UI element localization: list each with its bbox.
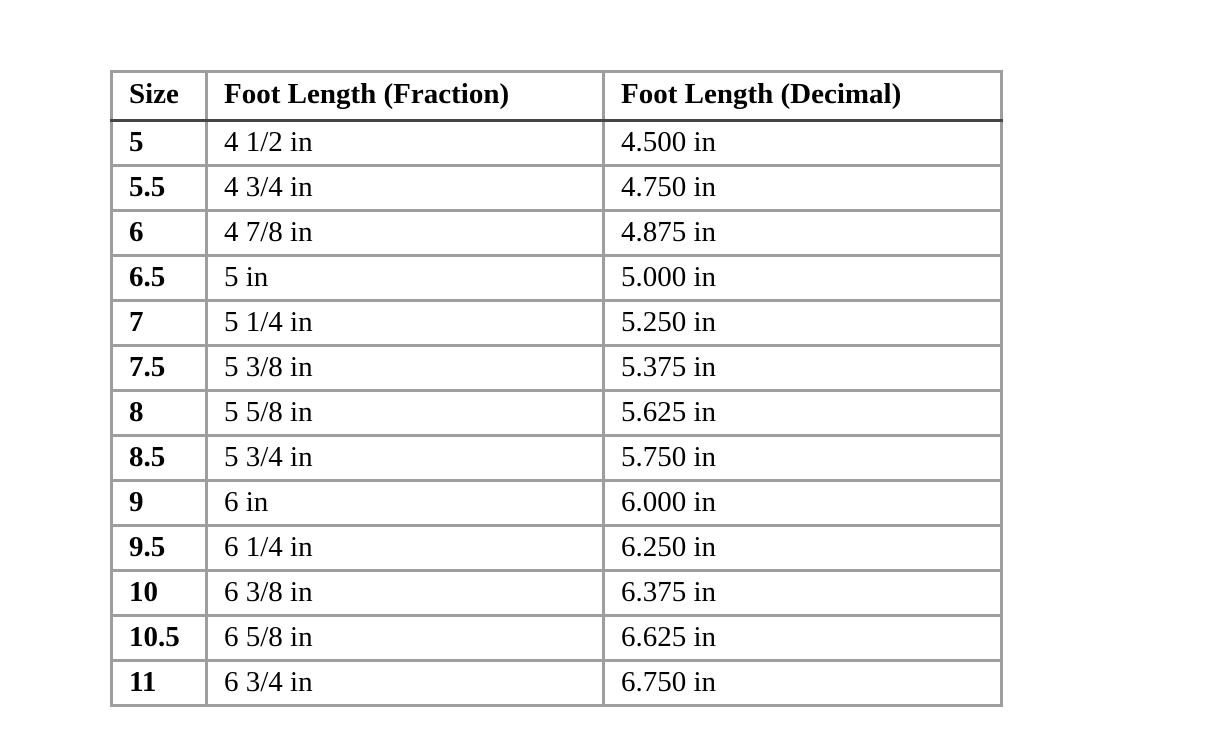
table-row	[112, 301, 1002, 346]
cell-size: 11	[112, 661, 207, 706]
table-row	[112, 481, 1002, 526]
cell-fraction: 5 3/4 in	[207, 436, 604, 481]
cell-fraction: 4 3/4 in	[207, 166, 604, 211]
cell-fraction: 5 1/4 in	[207, 301, 604, 346]
cell-decimal: 5.375 in	[604, 346, 1002, 391]
table-row	[112, 616, 1002, 661]
cell-fraction: 6 in	[207, 481, 604, 526]
col-header-foot-length-fraction: Foot Length (Fraction)	[207, 72, 604, 121]
cell-size: 7.5	[112, 346, 207, 391]
table-row	[112, 256, 1002, 301]
table-row	[112, 166, 1002, 211]
cell-fraction: 4 7/8 in	[207, 211, 604, 256]
table-row	[112, 211, 1002, 256]
cell-decimal: 6.250 in	[604, 526, 1002, 571]
table-row	[112, 121, 1002, 166]
cell-fraction: 6 1/4 in	[207, 526, 604, 571]
table-row	[112, 661, 1002, 706]
col-header-foot-length-decimal: Foot Length (Decimal)	[604, 72, 1002, 121]
cell-size: 8	[112, 391, 207, 436]
cell-size: 5	[112, 121, 207, 166]
cell-size: 8.5	[112, 436, 207, 481]
col-header-size: Size	[112, 72, 207, 121]
cell-decimal: 5.750 in	[604, 436, 1002, 481]
cell-size: 10.5	[112, 616, 207, 661]
cell-fraction: 5 5/8 in	[207, 391, 604, 436]
cell-size: 9.5	[112, 526, 207, 571]
cell-size: 6	[112, 211, 207, 256]
cell-size: 7	[112, 301, 207, 346]
cell-decimal: 4.500 in	[604, 121, 1002, 166]
cell-decimal: 4.750 in	[604, 166, 1002, 211]
cell-fraction: 5 3/8 in	[207, 346, 604, 391]
cell-fraction: 5 in	[207, 256, 604, 301]
cell-fraction: 4 1/2 in	[207, 121, 604, 166]
shoe-size-table	[110, 70, 1003, 707]
table-row	[112, 391, 1002, 436]
table-body	[112, 121, 1002, 706]
cell-decimal: 6.375 in	[604, 571, 1002, 616]
table-row	[112, 571, 1002, 616]
table-row	[112, 436, 1002, 481]
cell-decimal: 5.625 in	[604, 391, 1002, 436]
cell-fraction: 6 3/4 in	[207, 661, 604, 706]
table-row	[112, 346, 1002, 391]
cell-decimal: 6.750 in	[604, 661, 1002, 706]
cell-fraction: 6 5/8 in	[207, 616, 604, 661]
cell-decimal: 6.000 in	[604, 481, 1002, 526]
cell-size: 5.5	[112, 166, 207, 211]
cell-size: 9	[112, 481, 207, 526]
cell-decimal: 5.250 in	[604, 301, 1002, 346]
cell-size: 6.5	[112, 256, 207, 301]
cell-size: 10	[112, 571, 207, 616]
cell-decimal: 5.000 in	[604, 256, 1002, 301]
header-row	[112, 72, 1002, 121]
table-row	[112, 526, 1002, 571]
cell-fraction: 6 3/8 in	[207, 571, 604, 616]
cell-decimal: 4.875 in	[604, 211, 1002, 256]
cell-decimal: 6.625 in	[604, 616, 1002, 661]
